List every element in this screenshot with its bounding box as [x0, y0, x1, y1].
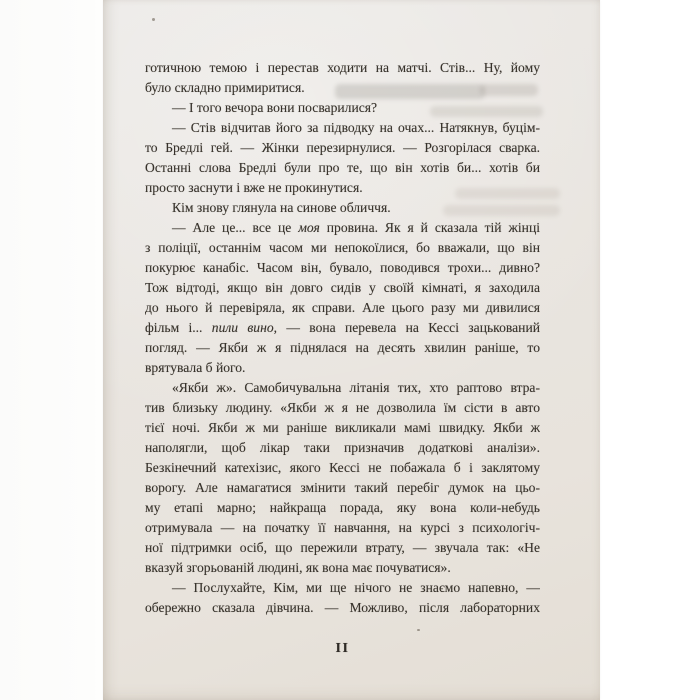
text-segment: провина. Як я й сказала тій жінці: [319, 220, 540, 235]
text-segment: му етапі марно; найкраща порада, яку вона коли-небудь: [145, 500, 540, 515]
text-line: [145, 578, 540, 598]
book-page: [103, 0, 600, 700]
text-segment: вказуй згорьованій людині, як вона має почуватися».: [145, 560, 451, 575]
text-segment: готичною темою і перестав ходити на матчі. Стів... Ну, йому: [145, 60, 540, 75]
text-line: [145, 438, 540, 458]
text-line: [145, 398, 540, 418]
text-segment: фільм і...: [145, 320, 212, 335]
text-line: [145, 138, 540, 158]
section-number: II: [335, 641, 350, 656]
text-segment: Кім знову глянула на синове обличчя.: [172, 200, 391, 215]
text-segment: до нього й перевіряла, як справи. Але цього разу ми дивилися: [145, 300, 540, 315]
text-segment: просто заснути і вже не прокинутися.: [145, 180, 363, 195]
text-segment: моя: [298, 220, 320, 235]
text-line: [145, 58, 540, 78]
text-line: [145, 218, 540, 238]
text-segment: то Бредлі гей. — Жінки перезирнулися. — Розгорілася сварка.: [145, 140, 540, 155]
text-segment: — І того вечора вони посварилися?: [172, 100, 378, 115]
text-line: [145, 558, 540, 578]
text-line: [145, 178, 540, 198]
text-line: [145, 498, 540, 518]
page-text: [145, 58, 540, 618]
text-line: [145, 98, 540, 118]
text-line: [145, 518, 540, 538]
text-segment: ної підтримки осіб, що пережили втрату, — звучала так: «Не: [145, 540, 540, 555]
text-segment: Тож відтоді, якщо він довго сидів у своїй кімнаті, я заходила: [145, 280, 540, 295]
text-line: [145, 378, 540, 398]
text-line: [145, 198, 540, 218]
text-line: [145, 538, 540, 558]
text-segment: тієї ночі. Якби ж ми раніше викликали мамі швидку. Якби ж: [145, 420, 540, 435]
text-segment: отримувала — на початку її навчання, на курсі з психологіч-: [145, 520, 540, 535]
text-line: [145, 418, 540, 438]
text-line: [145, 238, 540, 258]
text-segment: «Якби ж». Самобичувальна літанія тих, хто раптово втра-: [172, 380, 540, 395]
dust-speck: [152, 18, 155, 21]
text-segment: , — вона перевела на Кессі зацькований: [273, 320, 540, 335]
text-segment: — Послухайте, Кім, ми ще нічого не знаємо напевно, —: [172, 580, 540, 595]
text-segment: погляд. — Якби ж я піднялася на десять хвилин раніше, то: [145, 340, 540, 355]
text-line: [145, 78, 540, 98]
text-line: [145, 158, 540, 178]
text-line: [145, 118, 540, 138]
text-line: [145, 298, 540, 318]
text-line: [145, 338, 540, 358]
text-segment: ворогу. Але намагатися змінити такий перебіг думок на цьо-: [145, 480, 540, 495]
text-line: [145, 258, 540, 278]
text-segment: — Стів відчитав його за підводку на очах... Натякнув, буцім-: [172, 120, 540, 135]
text-line: [145, 318, 540, 338]
text-segment: покурює канабіс. Часом він, бувало, поводився трохи... дивно?: [145, 260, 540, 275]
dust-speck: [417, 629, 420, 631]
text-segment: було складно примиритися.: [145, 80, 305, 95]
text-line: [145, 598, 540, 618]
text-line: [145, 478, 540, 498]
text-line: [145, 458, 540, 478]
text-segment: врятувала б його.: [145, 360, 246, 375]
text-segment: обережно сказала дівчина. — Можливо, після лабораторних: [145, 600, 540, 615]
text-segment: з поліції, останнім часом ми непокоїлися, бо вважали, що він: [145, 240, 540, 255]
text-segment: Безкінечний катехізис, якого Кессі не побажала б і заклятому: [145, 460, 540, 475]
text-segment: наполягли, щоб лікар таки призначив додаткові аналізи».: [145, 440, 540, 455]
text-segment: — Але це... все це: [172, 220, 299, 235]
text-line: [145, 358, 540, 378]
text-segment: тив близьку людину. «Якби ж я не дозволила їм сісти в авто: [145, 400, 540, 415]
text-segment: пили вино: [211, 320, 274, 335]
text-line: [145, 278, 540, 298]
text-segment: Останні слова Бредлі були про те, що він хотів би... хотів би: [145, 160, 540, 175]
